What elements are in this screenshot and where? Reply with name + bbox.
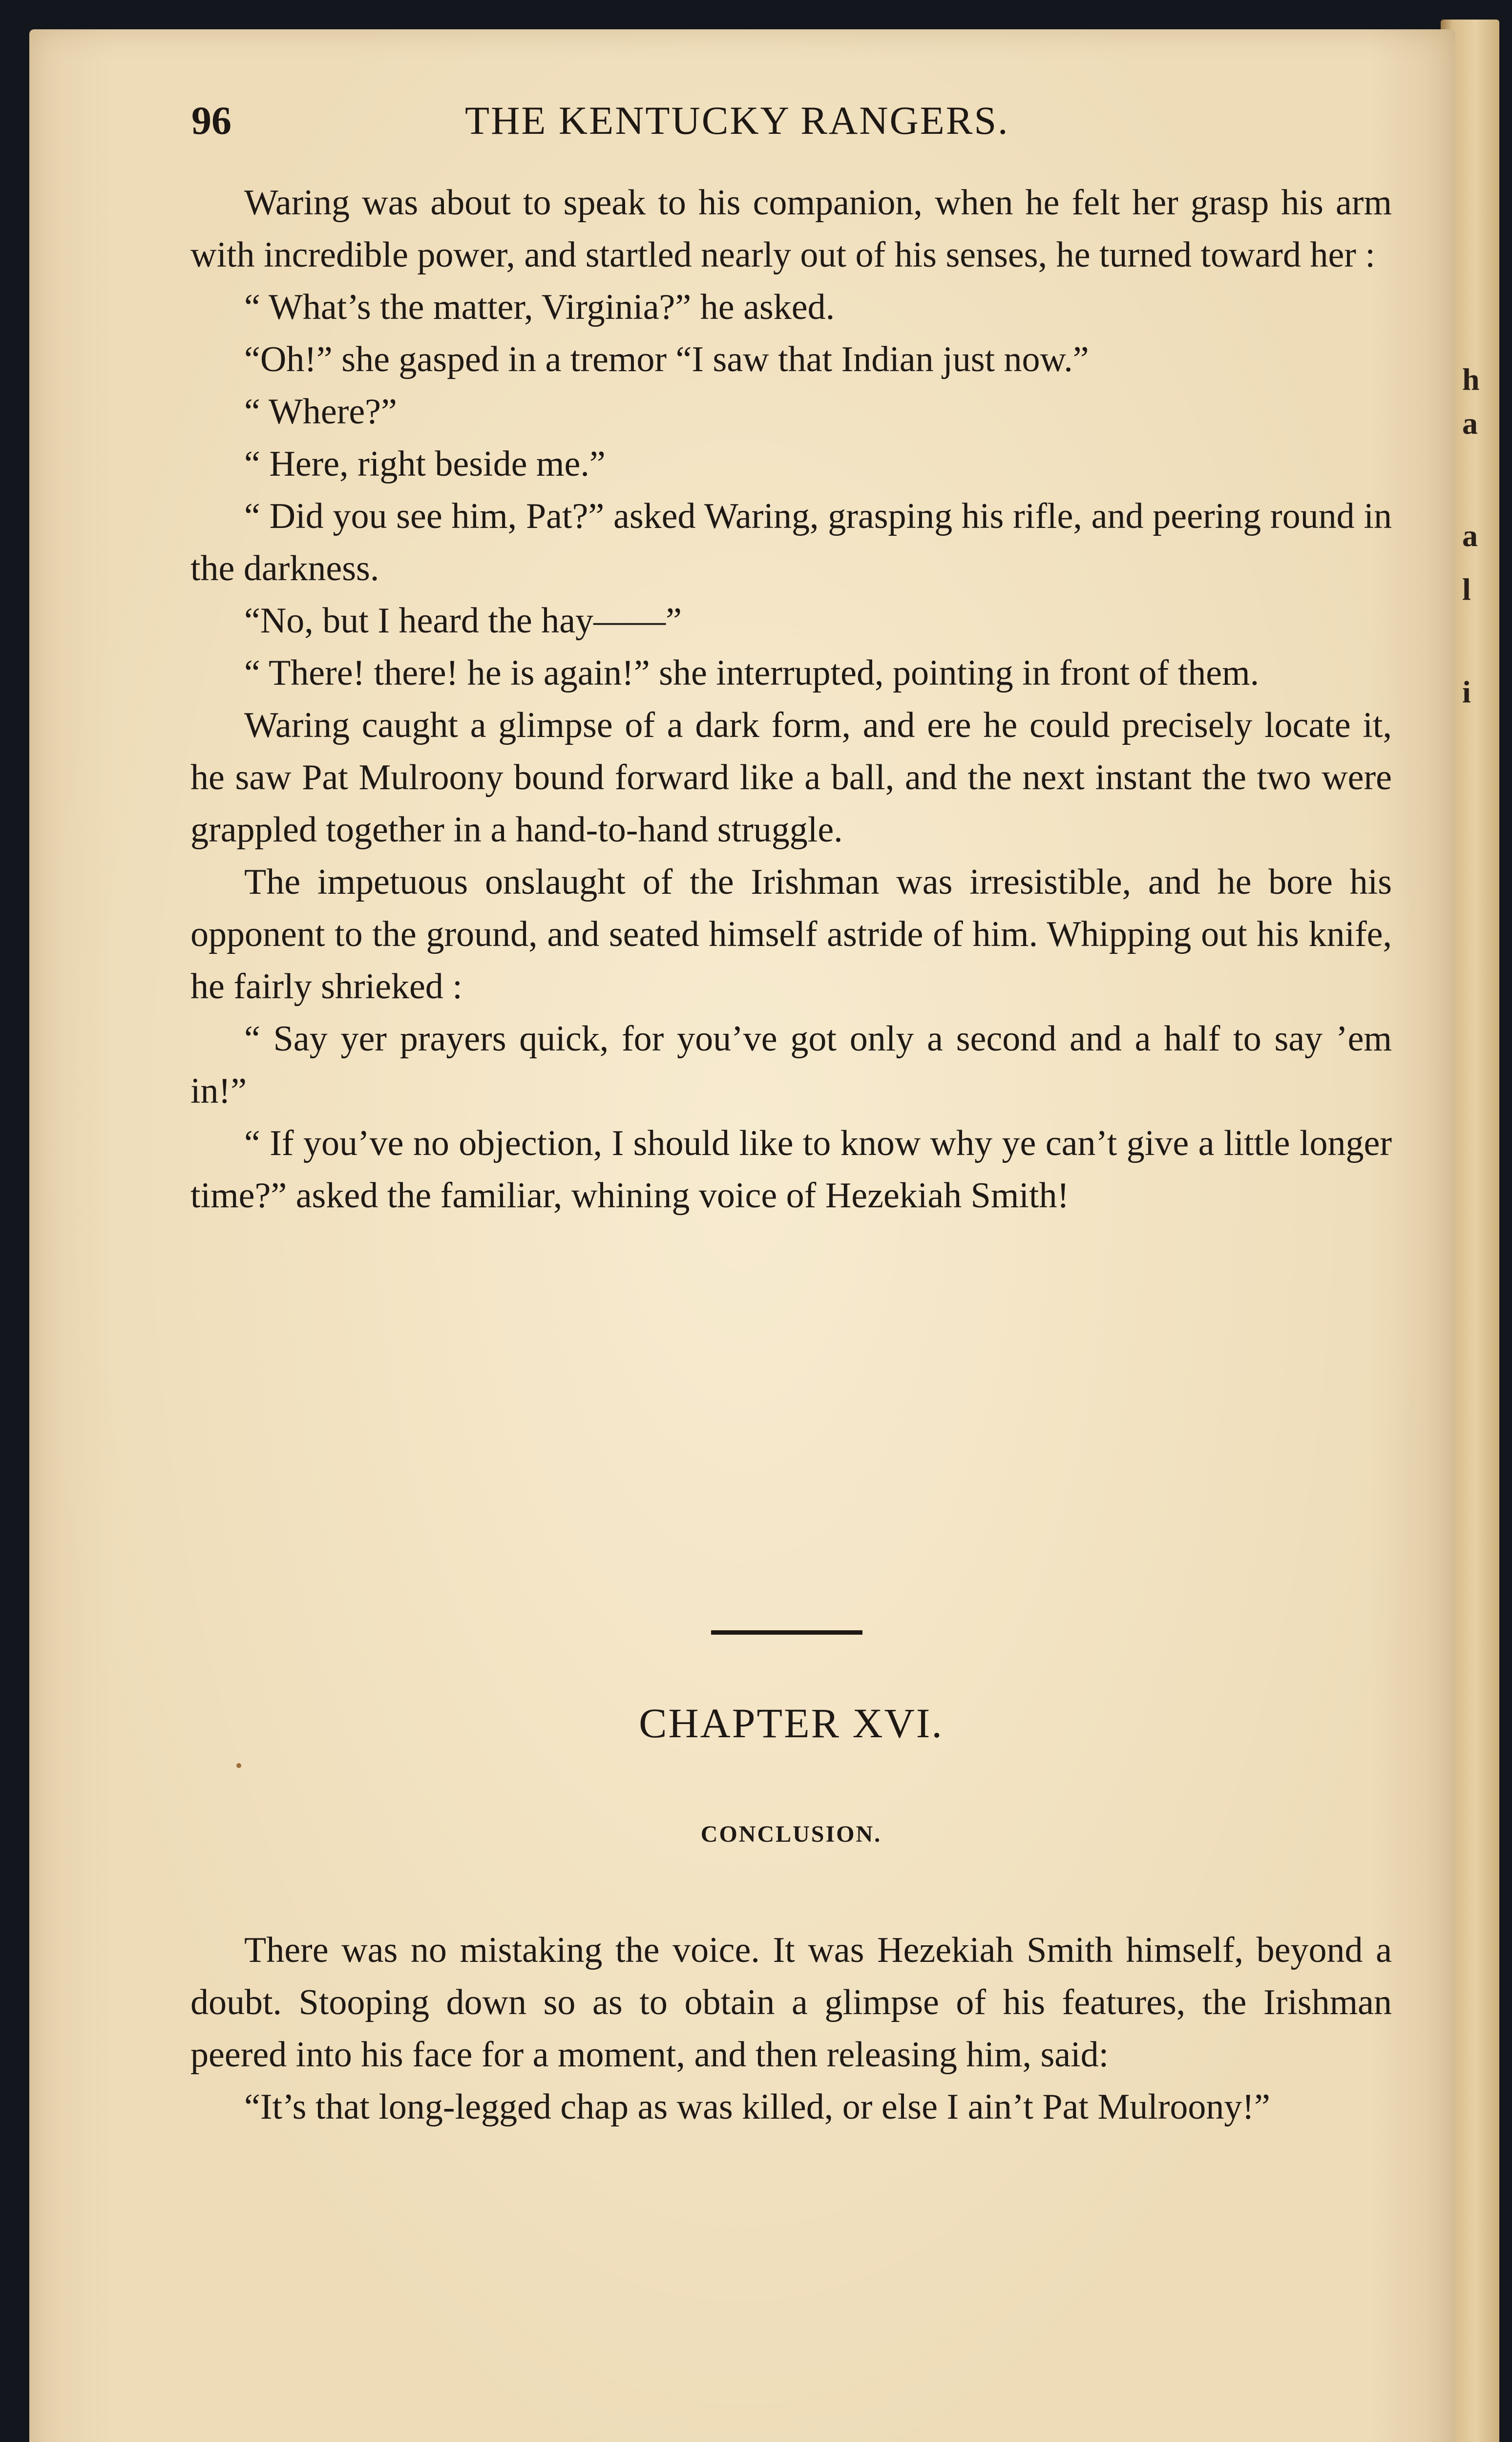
running-title: THE KENTUCKY RANGERS.: [465, 98, 1009, 143]
paragraph: The impetuous onslaught of the Irishman was irresistible, and he bore his opponent to the ground, and seated himself astride of him. Whipping out his knife, he fairly shrieked :: [190, 862, 1392, 1007]
paragraph: “ Did you see him, Pat?” asked Waring, grasping his rifle, and peering round in the darkness.: [190, 496, 1392, 589]
paragraph: There was no mistaking the voice. It was Hezekiah Smith himself, beyond a doubt. Stooping down so as to obtain a glimpse of his features, the Irishman peered into his face for a moment, and then releasing him, said:: [190, 1930, 1392, 2075]
page-header: [191, 98, 1398, 151]
paragraph: “Oh!” she gasped in a tremor “I saw that Indian just now.”: [244, 339, 1089, 379]
chapter-title: CHAPTER XVI.: [639, 1700, 944, 1747]
paragraph: “ Where?”: [244, 392, 397, 432]
paragraph: Waring was about to speak to his companion, when he felt her grasp his arm with incredible power, and startled nearly out of his senses, he turned toward her :: [190, 183, 1392, 275]
facing-page-fragment: h: [1462, 362, 1480, 397]
paragraph: “It’s that long-legged chap as was killed, or else I ain’t Pat Mulroony!”: [244, 2087, 1270, 2127]
paragraph: “ Say yer prayers quick, for you’ve got only a second and a half to say ’em in!”: [190, 1019, 1392, 1111]
page-number: 96: [191, 98, 231, 143]
section-divider: [711, 1630, 862, 1635]
chapter-subtitle: CONCLUSION.: [700, 1821, 882, 1847]
facing-page-fragment: a: [1462, 518, 1478, 553]
paragraph: “ What’s the matter, Virginia?” he asked.: [244, 287, 835, 327]
paragraph: Waring caught a glimpse of a dark form, and ere he could precisely locate it, he saw Pat Mulroony bound forward like a ball, and the next instant the two were grappled together in a hand-to-hand struggle.: [190, 705, 1392, 850]
paragraph: “ There! there! he is again!” she interrupted, pointing in front of them.: [244, 653, 1260, 693]
paragraph: “ If you’ve no objection, I should like to know why ye can’t give a little longer time?” asked the familiar, whining voice of Hezekiah Smith!: [190, 1123, 1392, 1216]
facing-page-fragment: l: [1462, 572, 1471, 607]
paper-speck: [236, 1763, 241, 1768]
body-text-before-chapter: [190, 177, 1392, 1222]
paragraph: “No, but I heard the hay——”: [244, 601, 682, 641]
body-text-after-chapter: [190, 1924, 1392, 2133]
facing-page-fragment: i: [1462, 674, 1471, 709]
facing-page-fragment: a: [1462, 406, 1478, 441]
paragraph: “ Here, right beside me.”: [244, 444, 606, 484]
